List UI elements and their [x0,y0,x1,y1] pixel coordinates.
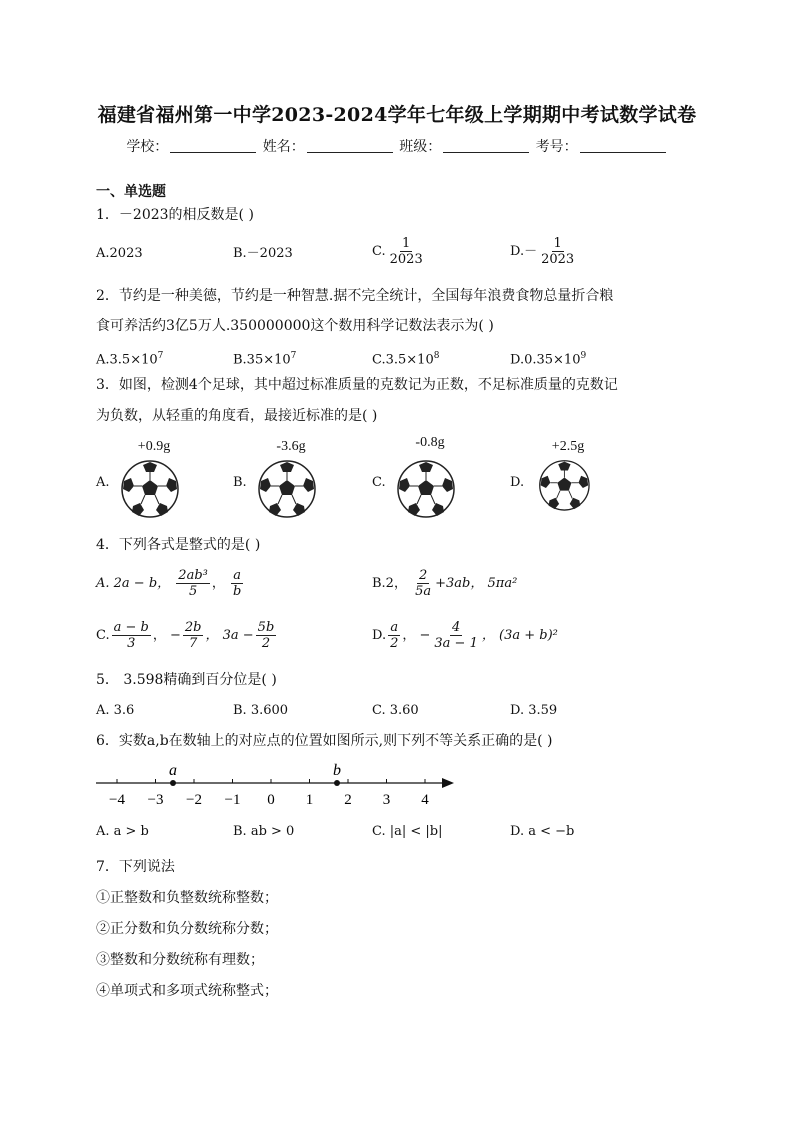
q6-option-c: C. |a| < |b| [372,824,443,839]
soccer-ball-icon [120,459,180,523]
weight-label: +0.9g [137,439,171,454]
student-info-line [0,136,794,156]
page-title: 福建省福州第一中学2023-2024学年七年级上学期期中考试数学试卷 [97,104,697,126]
q6-stem: 6．实数a,b在数轴上的对应点的位置如图所示,则下列不等关系正确的是( ) [96,733,553,749]
q4-option-a: A. 2a − b， $\frac{\text{2ab³}}{5}$ ， $\frac{a}{b}$ [96,568,242,599]
q3-stem-line2: 为负数，从轻重的角度看，最接近标准的是( ) [96,408,378,424]
q1-option-a: A.2023 [96,246,143,261]
q2-option-c: $C.3.5\times 10^8$ [372,351,440,368]
axis-tick-label: −3 [147,792,164,808]
q6-option-a: A. a > b [96,824,149,839]
q5-stem: 5． 3.598精确到百分位是( ) [96,672,277,688]
q1-option-c: C. $\frac{1}{2023}$ [372,236,423,267]
axis-tick-label: −2 [186,792,202,808]
q5-option-d: D. 3.59 [510,703,558,718]
q1-option-b: B.－2023 [233,246,293,261]
axis-tick-label: 0 [267,792,275,808]
q5-option-b: B. 3.600 [233,703,289,718]
class-label: 班级： [399,139,442,155]
point-a-label: a [169,762,177,779]
number-line-arrow [442,778,454,788]
axis-tick-label: 3 [382,792,391,808]
axis-tick-label: −4 [109,792,125,808]
q7-item-4: ④单项式和多项式统称整式； [96,983,278,999]
soccer-ball-icon [396,459,456,523]
q7-item-2: ②正分数和负分数统称分数； [96,921,278,937]
exam-no-blank[interactable] [580,138,666,153]
axis-tick-label: −1 [224,792,241,808]
weight-label: +2.5g [551,439,585,454]
school-label: 学校： [126,139,169,155]
q1-stem: 1．－2023的相反数是( ) [96,207,254,223]
q3-option-letter: D. [510,475,525,490]
q3-stem-line1: 3．如图，检测4个足球，其中超过标准质量的克数记为正数，不足标准质量的克数记 [96,377,618,393]
axis-tick-label: 1 [305,792,314,808]
q2-stem-line1: 2．节约是一种美德，节约是一种智慧.据不完全统计，全国每年浪费食物总量折合粮 [96,288,614,304]
q5-option-c: C. 3.60 [372,703,419,718]
axis-tick-label: 4 [421,792,429,808]
q2-option-b: $B.35\times 10^7$ [233,351,297,368]
q6-option-d: D. a < −b [510,824,575,839]
q2-option-d: $D.0.35\times 10^9$ [510,351,587,368]
q3-option-letter: C. [372,475,386,490]
exam-no-label: 考号： [535,139,578,155]
q7-stem: 7．下列说法 [96,859,175,875]
axis-tick-label: 2 [344,792,352,808]
class-blank[interactable] [443,138,529,153]
q4-stem: 4．下列各式是整式的是( ) [96,537,261,553]
point-a-dot [170,780,176,786]
soccer-ball-icon [538,459,591,515]
school-blank[interactable] [170,138,256,153]
q7-item-3: ③整数和分数统称有理数； [96,952,264,968]
q7-item-1: ①正整数和负整数统称整数； [96,890,278,906]
q4-option-b: B.2， $\frac{2}{5a}$ +3ab， 5πa² [372,568,518,599]
q5-option-a: A. 3.6 [96,703,135,718]
weight-label: -3.6g [276,439,306,454]
number-line [90,758,460,810]
point-b-label: b [333,762,341,779]
q3-option-letter: B. [233,475,247,490]
section-heading: 一、单选题 [96,184,166,200]
weight-label: -0.8g [415,435,445,450]
name-blank[interactable] [307,138,393,153]
q4-option-d: D. $\frac{a}{2}$ ， − $\frac{4}{3a - 1}$ ， (3a + b)² [372,620,558,651]
q1-option-d: D.－ $\frac{1}{2023}$ [510,236,575,267]
name-label: 姓名： [262,139,305,155]
q3-option-letter: A. [96,475,110,490]
q6-option-b: B. ab > 0 [233,824,295,839]
soccer-ball-icon [257,459,317,523]
q2-option-a: $A.3.5\times 10^7$ [96,351,164,368]
q2-stem-line2: 食可养活约3亿5万人.350000000这个数用科学记数法表示为( ) [96,318,494,334]
q4-option-c: C. $\frac{a - b}{3}$ ， − $\frac{2b}{7}$ ， 3a − $\frac{5b}{2}$ [96,620,275,651]
point-b-dot [334,780,340,786]
